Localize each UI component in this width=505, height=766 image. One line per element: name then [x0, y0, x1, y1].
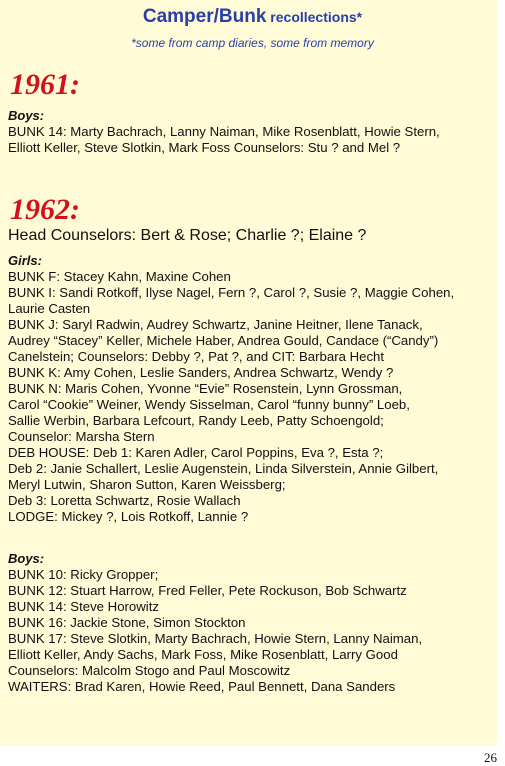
boys-heading-1962: Boys:: [8, 551, 45, 566]
boys-heading-1961: Boys:: [8, 108, 45, 123]
title-main: Camper/Bunk: [142, 6, 267, 27]
page-subtitle: *some from camp diaries, some from memory: [131, 36, 374, 50]
list-line: BUNK F: Stacey Kahn, Maxine Cohen: [8, 269, 231, 284]
boys-list-1961: [8, 124, 493, 156]
list-line: Sallie Werbin, Barbara Lefcourt, Randy Leeb, Patty Schoengold;: [8, 413, 384, 428]
list-line: DEB HOUSE: Deb 1: Karen Adler, Carol Poppins, Eva ?, Esta ?;: [8, 445, 384, 460]
list-line: BUNK 14: Steve Horowitz: [8, 599, 159, 614]
list-line: Deb 3: Loretta Schwartz, Rosie Wallach: [8, 493, 241, 508]
page-number: 26: [484, 750, 497, 765]
list-line: BUNK 12: Stuart Harrow, Fred Feller, Pete Rockuson, Bob Schwartz: [8, 583, 407, 598]
list-line: BUNK 16: Jackie Stone, Simon Stockton: [8, 615, 246, 630]
list-line: Canelstein; Counselors: Debby ?, Pat ?, and CIT: Barbara Hecht: [8, 349, 385, 364]
list-line: Counselors: Malcolm Stogo and Paul Moscowitz: [8, 663, 291, 678]
list-line: Audrey “Stacey” Keller, Michele Haber, Andrea Gould, Candace (“Candy”): [8, 333, 439, 348]
list-line: Laurie Casten: [8, 301, 91, 316]
page-title: [0, 6, 505, 28]
head-counselors: Head Counselors: Bert & Rose; Charlie ?; Elaine ?: [8, 227, 367, 244]
list-line: Counselor: Marsha Stern: [8, 429, 155, 444]
boys-list-1962: [8, 567, 493, 695]
list-line: BUNK 10: Ricky Gropper;: [8, 567, 159, 582]
list-line: Elliott Keller, Andy Sachs, Mark Foss, Mike Rosenblatt, Larry Good: [8, 647, 398, 662]
list-line: LODGE: Mickey ?, Lois Rotkoff, Lannie ?: [8, 509, 249, 524]
list-line: Deb 2: Janie Schallert, Leslie Augenstein, Linda Silverstein, Annie Gilbert,: [8, 461, 439, 476]
year-heading-1961: 1961:: [10, 68, 80, 101]
list-line: Meryl Lutwin, Sharon Sutton, Karen Weissberg;: [8, 477, 286, 492]
list-line: BUNK N: Maris Cohen, Yvonne “Evie” Rosenstein, Lynn Grossman,: [8, 381, 403, 396]
list-line: BUNK 14: Marty Bachrach, Lanny Naiman, Mike Rosenblatt, Howie Stern,: [8, 124, 440, 139]
list-line: Carol “Cookie” Weiner, Wendy Sisselman, Carol “funny bunny” Loeb,: [8, 397, 410, 412]
list-line: BUNK 17: Steve Slotkin, Marty Bachrach, Howie Stern, Lanny Naiman,: [8, 631, 423, 646]
list-line: Elliott Keller, Steve Slotkin, Mark Foss Counselors: Stu ? and Mel ?: [8, 140, 401, 155]
list-line: BUNK K: Amy Cohen, Leslie Sanders, Andrea Schwartz, Wendy ?: [8, 365, 394, 380]
title-suffix: recollections*: [266, 9, 363, 25]
list-line: BUNK I: Sandi Rotkoff, Ilyse Nagel, Fern ?, Carol ?, Susie ?, Maggie Cohen,: [8, 285, 455, 300]
list-line: WAITERS: Brad Karen, Howie Reed, Paul Bennett, Dana Sanders: [8, 679, 396, 694]
list-line: BUNK J: Saryl Radwin, Audrey Schwartz, Janine Heitner, Ilene Tanack,: [8, 317, 423, 332]
girls-heading-1962: Girls:: [8, 253, 42, 268]
girls-list-1962: [8, 269, 493, 525]
year-heading-1962: 1962:: [10, 193, 80, 226]
